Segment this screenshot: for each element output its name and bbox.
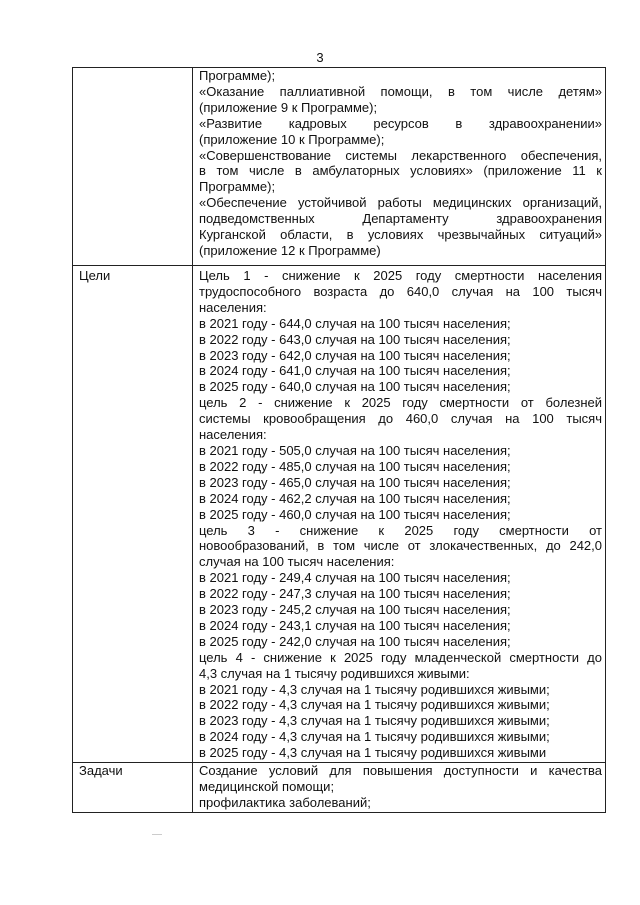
content-line: Цель 1 - снижение к 2025 году смертности населения bbox=[199, 268, 602, 283]
content-line: цель 4 - снижение к 2025 году младенческой смертности до bbox=[199, 649, 602, 665]
table-row bbox=[73, 266, 606, 763]
content-line: «Оказание паллиативной помощи, в том числе детям» bbox=[199, 83, 602, 99]
content-line: (приложение 10 к Программе); bbox=[199, 131, 385, 147]
page-number: 3 bbox=[316, 50, 324, 65]
content-line: новообразований, в том числе от злокачественных, до 242,0 bbox=[199, 538, 602, 554]
content-line: в 2023 году - 245,2 случая на 100 тысяч населения; bbox=[199, 602, 511, 618]
content-line: «Развитие кадровых ресурсов в здравоохранении» bbox=[199, 115, 602, 131]
table-row bbox=[73, 763, 606, 813]
content-line: в 2025 году - 640,0 случая на 100 тысяч населения; bbox=[199, 379, 511, 395]
content-line: в 2024 году - 641,0 случая на 100 тысяч населения; bbox=[199, 363, 511, 379]
passport-table bbox=[72, 67, 606, 813]
content-line: в 2024 году - 243,1 случая на 100 тысяч населения; bbox=[199, 617, 511, 633]
content-line: в 2022 году - 485,0 случая на 100 тысяч населения; bbox=[199, 458, 511, 474]
content-line: в 2024 году - 4,3 случая на 1 тысячу родившихся живыми; bbox=[199, 729, 550, 745]
content-line: в 2021 году - 4,3 случая на 1 тысячу родившихся живыми; bbox=[199, 681, 550, 697]
content-line: в том числе в амбулаторных условиях» (приложение 11 к bbox=[199, 163, 602, 179]
content-line: цель 3 - снижение к 2025 году смертности от bbox=[199, 522, 602, 538]
content-line: «Обеспечение устойчивой работы медицинских организаций, bbox=[199, 195, 602, 211]
table-row bbox=[73, 68, 606, 266]
content-line: в 2021 году - 644,0 случая на 100 тысяч населения; bbox=[199, 315, 511, 331]
content-line: подведомственных Департаменту здравоохранения bbox=[199, 211, 602, 227]
row-content bbox=[193, 68, 606, 266]
content-line: в 2024 году - 462,2 случая на 100 тысяч населения; bbox=[199, 490, 511, 506]
row-label: Цели bbox=[73, 266, 193, 763]
content-line: 4,3 случая на 1 тысячу родившихся живыми: bbox=[199, 665, 470, 681]
content-line: Курганской области, в условиях чрезвычайных ситуаций» bbox=[199, 227, 602, 243]
content-line: населения: bbox=[199, 427, 267, 443]
content-line: Создание условий для повышения доступности и качества bbox=[199, 763, 602, 779]
content-line: трудоспособного возраста до 640,0 случая на 100 тысяч bbox=[199, 283, 602, 299]
content-line: случая на 100 тысяч населения: bbox=[199, 554, 395, 570]
row-content bbox=[193, 266, 606, 763]
content-line: Программе); bbox=[199, 179, 276, 195]
content-line: в 2021 году - 249,4 случая на 100 тысяч населения; bbox=[199, 570, 511, 586]
content-line: профилактика заболеваний; bbox=[199, 794, 371, 810]
content-line: в 2023 году - 642,0 случая на 100 тысяч населения; bbox=[199, 347, 511, 363]
content-line: (приложение 9 к Программе); bbox=[199, 99, 378, 115]
content-line: в 2022 году - 4,3 случая на 1 тысячу родившихся живыми; bbox=[199, 697, 550, 713]
content-line: цель 2 - снижение к 2025 году смертности от болезней bbox=[199, 395, 602, 411]
content-line: медицинской помощи; bbox=[199, 779, 335, 794]
row-label bbox=[73, 68, 193, 266]
content-line: в 2022 году - 247,3 случая на 100 тысяч населения; bbox=[199, 586, 511, 602]
content-line: Программе); bbox=[199, 68, 276, 83]
content-line: системы кровообращения до 460,0 случая на 100 тысяч bbox=[199, 411, 602, 427]
content-line: (приложение 12 к Программе) bbox=[199, 242, 381, 258]
content-line: в 2025 году - 4,3 случая на 1 тысячу родившихся живыми bbox=[199, 745, 547, 761]
content-line: населения: bbox=[199, 299, 267, 315]
content-line: в 2023 году - 465,0 случая на 100 тысяч населения; bbox=[199, 474, 511, 490]
row-content bbox=[193, 763, 606, 813]
scan-mark bbox=[152, 834, 162, 835]
content-line: в 2022 году - 643,0 случая на 100 тысяч населения; bbox=[199, 331, 511, 347]
row-label: Задачи bbox=[73, 763, 193, 813]
content-line: в 2025 году - 242,0 случая на 100 тысяч населения; bbox=[199, 633, 511, 649]
content-line: «Совершенствование системы лекарственного обеспечения, bbox=[199, 147, 602, 163]
content-line: в 2025 году - 460,0 случая на 100 тысяч населения; bbox=[199, 506, 511, 522]
content-line: в 2021 году - 505,0 случая на 100 тысяч населения; bbox=[199, 442, 511, 458]
content-line: в 2023 году - 4,3 случая на 1 тысячу родившихся живыми; bbox=[199, 713, 550, 729]
